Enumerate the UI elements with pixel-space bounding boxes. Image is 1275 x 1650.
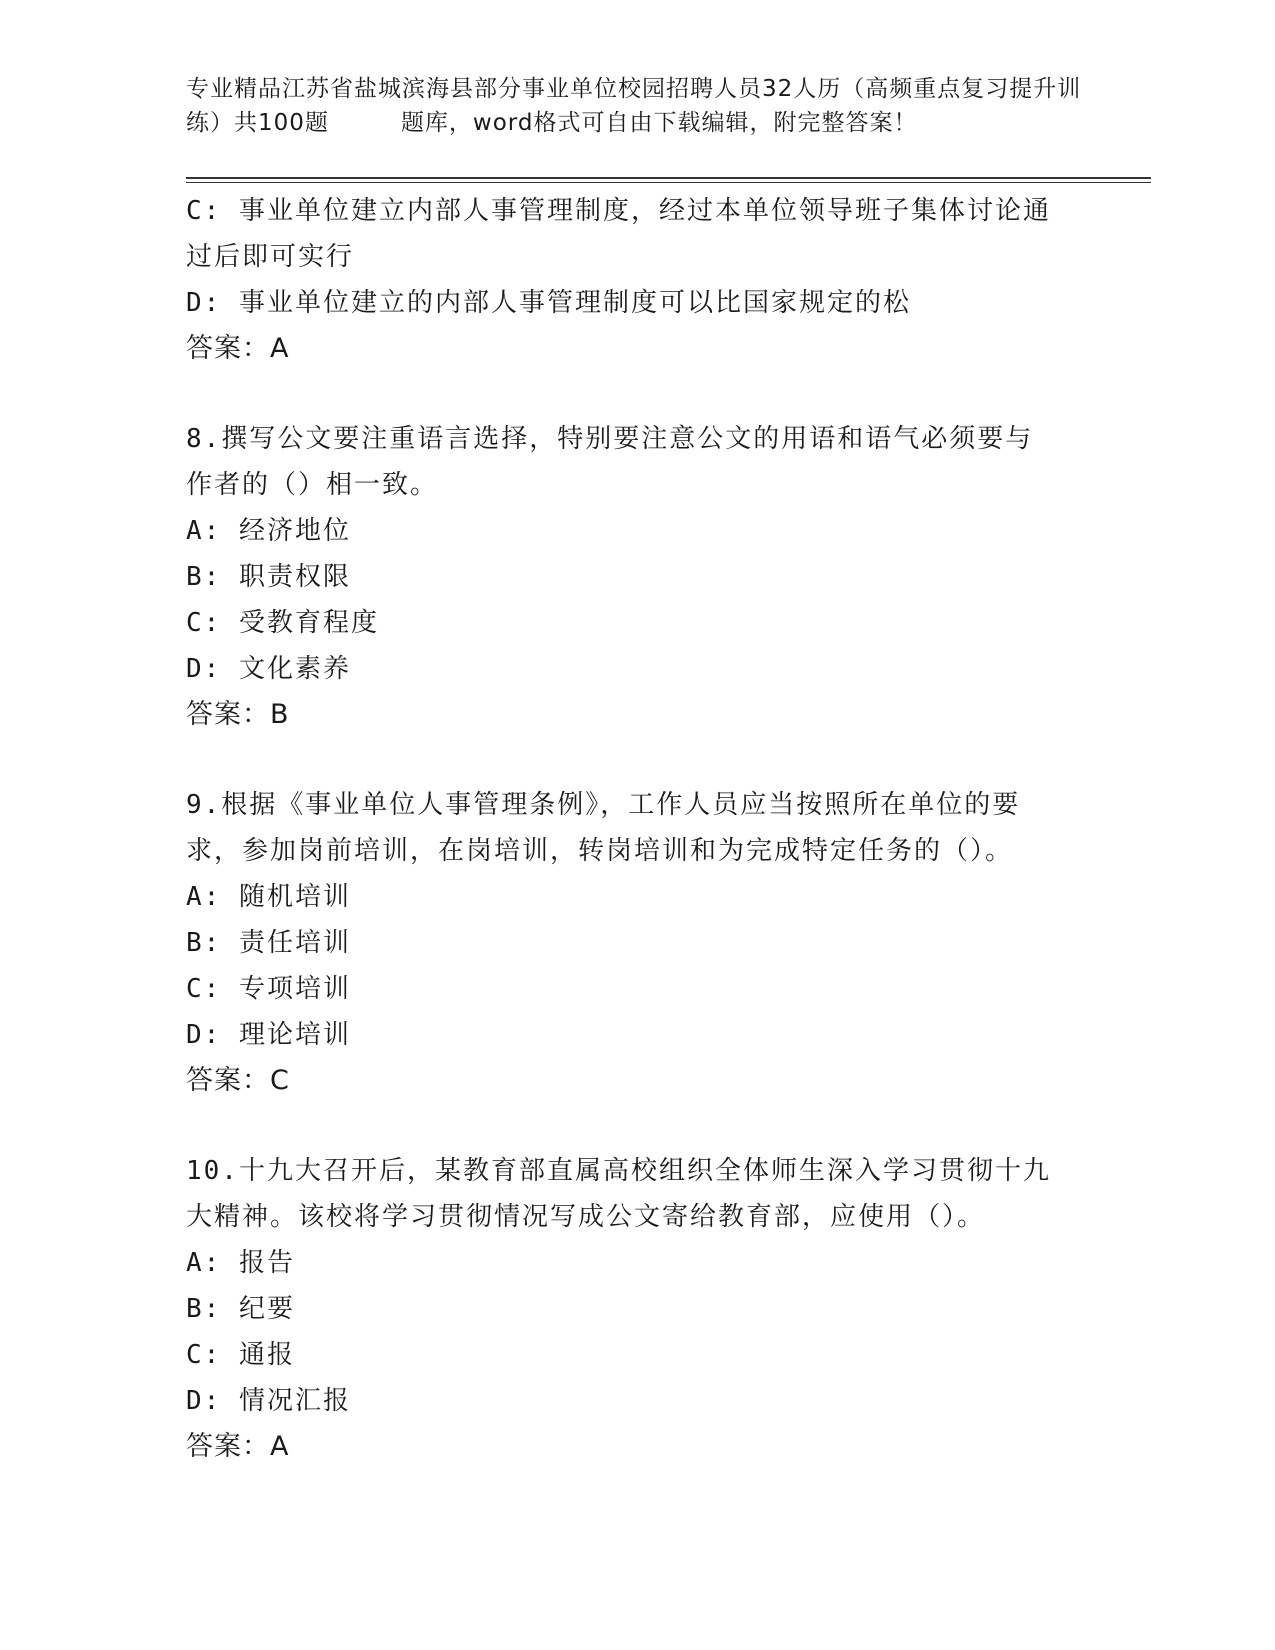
option-b: B: 纪要 (186, 1294, 295, 1324)
question-10 (186, 1148, 1086, 1470)
question-stem-continued: 求，参加岗前培训，在岗培训，转岗培训和为完成特定任务的（）。 (186, 836, 1014, 866)
option-c: C: 专项培训 (186, 974, 351, 1004)
option-a: A: 经济地位 (186, 516, 351, 546)
document-header (186, 72, 1086, 140)
question-stem-continued: 大精神。该校将学习贯彻情况写成公文寄给教育部，应使用（）。 (186, 1202, 986, 1232)
header-title-part1: 专业精品江苏省盐城滨海县部分事业单位校园招聘人员32人历（高频重点复习提升训练）共100题 (186, 76, 1082, 136)
option-c: C: 受教育程度 (186, 608, 379, 638)
option-d: D: 理论培训 (186, 1020, 351, 1050)
option-b: B: 责任培训 (186, 928, 351, 958)
answer-line: 答案：B (186, 699, 290, 730)
answer-line: 答案：A (186, 333, 290, 364)
question-stem-continued: 作者的（）相一致。 (186, 470, 439, 500)
header-rule-thick (186, 177, 1151, 179)
header-rule-thin (186, 182, 1151, 183)
option-a: A: 报告 (186, 1248, 295, 1278)
document-body (186, 188, 1086, 1470)
question-stem: 8.撰写公文要注重语言选择，特别要注意公文的用语和语气必须要与 (186, 424, 1034, 454)
question-9 (186, 782, 1086, 1104)
question-8 (186, 416, 1086, 738)
option-d: D: 文化素养 (186, 654, 351, 684)
option-d: D: 情况汇报 (186, 1386, 351, 1416)
question-stem: 10.十九大召开后，某教育部直属高校组织全体师生深入学习贯彻十九 (186, 1156, 1051, 1186)
option-c: C: 通报 (186, 1340, 295, 1370)
prev-question-block (186, 188, 1086, 372)
option-c: C: 事业单位建立内部人事管理制度，经过本单位领导班子集体讨论通 (186, 196, 1051, 226)
answer-line: 答案：C (186, 1065, 290, 1096)
option-b: B: 职责权限 (186, 562, 351, 592)
question-stem: 9.根据《事业单位人事管理条例》，工作人员应当按照所在单位的要 (186, 790, 1021, 820)
option-c-continued: 过后即可实行 (186, 242, 355, 272)
answer-line: 答案：A (186, 1431, 290, 1462)
header-title-part2: 题库，word格式可自由下载编辑，附完整答案！ (400, 110, 918, 136)
option-a: A: 随机培训 (186, 882, 351, 912)
option-d: D: 事业单位建立的内部人事管理制度可以比国家规定的松 (186, 288, 911, 318)
